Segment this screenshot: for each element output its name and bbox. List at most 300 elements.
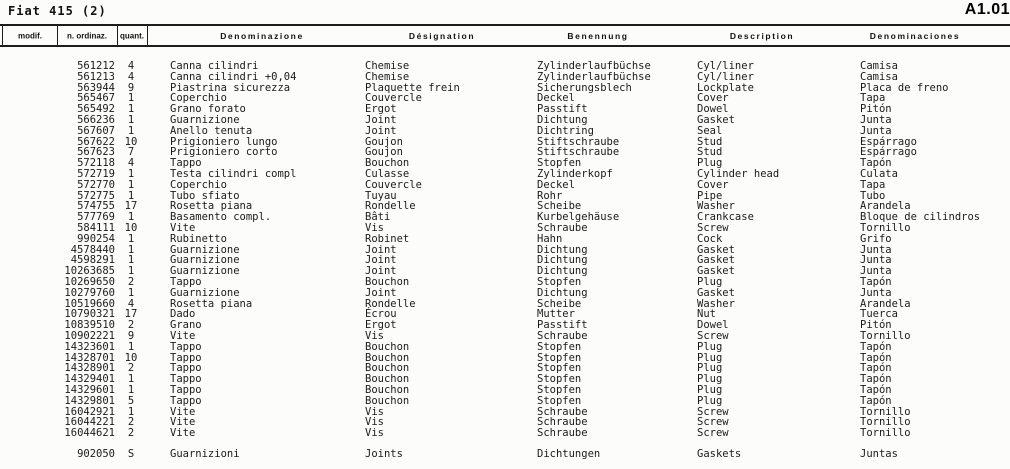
cell-designation-fr: Bouchon (365, 394, 410, 407)
cell-benennung-de: Schraube (537, 416, 588, 429)
column-header-ordinal: n. ordinaz. (67, 31, 107, 40)
cell-denominaciones-es: Tapón (860, 373, 892, 386)
cell-quantity: 1 (127, 405, 135, 418)
cell-designation-fr: Goujon (365, 146, 403, 159)
cell-quantity: 10 (124, 351, 138, 364)
cell-benennung-de: Dichtung (537, 113, 588, 126)
cell-denominaciones-es: Arandela (860, 297, 911, 310)
cell-quantity: 1 (127, 167, 135, 180)
table-row (0, 277, 1010, 288)
table-row (0, 245, 1010, 256)
cell-part-number: 561212 (77, 60, 115, 72)
document-title: Fiat 415 (2) (8, 4, 107, 18)
cell-benennung-de: Stopfen (537, 340, 582, 353)
cell-part-number: 14329601 (64, 383, 115, 396)
cell-benennung-de: Scheibe (537, 200, 582, 213)
cell-denominazione-it: Anello tenuta (170, 124, 253, 137)
cell-designation-fr: Vis (365, 405, 384, 418)
cell-designation-fr: Joint (365, 113, 397, 126)
table-row (0, 126, 1010, 137)
table-row (0, 417, 1010, 428)
cell-description-en: Stud (697, 146, 723, 159)
cell-part-number: 574755 (77, 200, 115, 213)
cell-designation-fr: Chemise (365, 70, 410, 83)
table-row (0, 342, 1010, 353)
cell-part-number: 572118 (77, 157, 115, 170)
cell-denominazione-it: Basamento compl. (170, 211, 272, 224)
cell-denominazione-it: Vite (170, 416, 196, 429)
column-header-description: Description (729, 30, 795, 41)
cell-description-en: Pipe (697, 189, 723, 202)
cell-benennung-de: Sicherungsblech (537, 81, 632, 94)
cell-quantity: 9 (127, 329, 135, 342)
table-row (0, 288, 1010, 299)
cell-denominazione-it: Coperchio (170, 178, 227, 191)
cell-quantity: S (127, 447, 135, 460)
table-row (0, 158, 1010, 169)
cell-denominazione-it: Vite (170, 329, 196, 342)
column-header-quantity: quant. (120, 31, 144, 40)
cell-denominazione-it: Rosetta piana (170, 297, 253, 310)
cell-denominazione-it: Guarnizione (170, 265, 240, 278)
cell-part-number: 10790321 (64, 308, 115, 321)
cell-description-en: Dowel (697, 319, 729, 332)
header-divider (57, 26, 58, 45)
cell-benennung-de: Zylinderlaufbüchse (537, 70, 651, 83)
cell-benennung-de: Mutter (537, 308, 575, 321)
cell-quantity: 4 (127, 60, 135, 72)
cell-quantity: 1 (127, 243, 135, 256)
cell-benennung-de: Rohr (537, 189, 563, 202)
cell-designation-fr: Vis (365, 221, 384, 234)
cell-denominaciones-es: Juntas (860, 447, 898, 460)
cell-part-number: 567622 (77, 135, 115, 148)
cell-part-number: 14323601 (64, 340, 115, 353)
cell-benennung-de: Dichtring (537, 124, 594, 137)
cell-denominazione-it: Tappo (170, 275, 202, 288)
cell-benennung-de: Stopfen (537, 351, 582, 364)
cell-description-en: Plug (697, 383, 723, 396)
table-row (0, 191, 1010, 202)
table-row (0, 104, 1010, 115)
table-row (0, 363, 1010, 374)
cell-quantity: 1 (127, 103, 135, 116)
cell-part-number: 10839510 (64, 319, 115, 332)
cell-part-number: 584111 (77, 221, 115, 234)
cell-denominazione-it: Guarnizione (170, 254, 240, 267)
column-header-denominaciones: Denominaciones (869, 30, 961, 41)
cell-denominazione-it: Canna cilindri (170, 60, 259, 72)
cell-description-en: Plug (697, 157, 723, 170)
cell-quantity: 4 (127, 157, 135, 170)
cell-denominaciones-es: Tapa (860, 178, 886, 191)
cell-description-en: Screw (697, 221, 729, 234)
cell-part-number: 10902221 (64, 329, 115, 342)
cell-denominazione-it: Tappo (170, 362, 202, 375)
cell-benennung-de: Passtift (537, 319, 588, 332)
table-row (0, 180, 1010, 191)
cell-description-en: Cyl/liner (697, 60, 754, 72)
cell-quantity: 10 (124, 135, 138, 148)
cell-designation-fr: Rondelle (365, 200, 416, 213)
cell-benennung-de: Schraube (537, 405, 588, 418)
cell-designation-fr: Joint (365, 124, 397, 137)
cell-denominazione-it: Canna cilindri +0,04 (170, 70, 297, 83)
cell-quantity: 1 (127, 189, 135, 202)
cell-description-en: Cover (697, 92, 729, 105)
cell-denominaciones-es: Pitón (860, 103, 892, 116)
table-row (0, 93, 1010, 104)
cell-designation-fr: Joint (365, 243, 397, 256)
cell-benennung-de: Stiftschraube (537, 146, 620, 159)
table-body (0, 61, 1010, 460)
cell-benennung-de: Zylinderkopf (537, 167, 613, 180)
cell-part-number: 4578440 (70, 243, 115, 256)
cell-description-en: Gasket (697, 286, 735, 299)
cell-designation-fr: Vis (365, 329, 384, 342)
cell-quantity: 17 (124, 308, 138, 321)
cell-denominaciones-es: Bloque de cilindros (860, 211, 981, 224)
cell-benennung-de: Stopfen (537, 383, 582, 396)
cell-denominaciones-es: Espárrago (860, 146, 917, 159)
cell-designation-fr: Ergot (365, 103, 397, 116)
cell-designation-fr: Bouchon (365, 157, 410, 170)
cell-benennung-de: Hahn (537, 232, 563, 245)
column-header-denominazione: Denominazione (220, 30, 304, 41)
cell-quantity: 1 (127, 178, 135, 191)
table-row (0, 396, 1010, 407)
cell-designation-fr: Ergot (365, 319, 397, 332)
cell-quantity: 1 (127, 340, 135, 353)
cell-designation-fr: Plaquette frein (365, 81, 460, 94)
cell-designation-fr: Bouchon (365, 383, 410, 396)
cell-denominazione-it: Tappo (170, 394, 202, 407)
cell-designation-fr: Écrou (365, 308, 397, 321)
cell-denominaciones-es: Tapón (860, 362, 892, 375)
cell-description-en: Plug (697, 340, 723, 353)
cell-denominaciones-es: Camisa (860, 70, 898, 83)
cell-quantity: 1 (127, 232, 135, 245)
cell-quantity: 2 (127, 362, 135, 375)
cell-designation-fr: Joint (365, 286, 397, 299)
cell-quantity: 10 (124, 221, 138, 234)
cell-benennung-de: Deckel (537, 178, 575, 191)
cell-description-en: Dowel (697, 103, 729, 116)
cell-benennung-de: Dichtung (537, 254, 588, 267)
table-row (0, 147, 1010, 158)
cell-description-en: Nut (697, 308, 716, 321)
cell-part-number: 572770 (77, 178, 115, 191)
cell-description-en: Plug (697, 275, 723, 288)
cell-description-en: Screw (697, 416, 729, 429)
cell-denominaciones-es: Camisa (860, 60, 898, 72)
cell-designation-fr: Chemise (365, 60, 410, 72)
cell-denominaciones-es: Espárrago (860, 135, 917, 148)
cell-denominazione-it: Grano forato (170, 103, 246, 116)
cell-quantity: 4 (127, 297, 135, 310)
cell-benennung-de: Stopfen (537, 275, 582, 288)
cell-denominaciones-es: Tubo (860, 189, 886, 202)
cell-designation-fr: Joint (365, 254, 397, 267)
cell-denominaciones-es: Tornillo (860, 416, 911, 429)
table-row (0, 169, 1010, 180)
cell-benennung-de: Kurbelgehäuse (537, 211, 620, 224)
table-row (0, 331, 1010, 342)
cell-description-en: Screw (697, 329, 729, 342)
table-row (0, 255, 1010, 266)
cell-denominaciones-es: Culata (860, 167, 898, 180)
cell-designation-fr: Couvercle (365, 178, 422, 191)
cell-denominaciones-es: Junta (860, 243, 892, 256)
cell-designation-fr: Bouchon (365, 373, 410, 386)
cell-part-number: 10519660 (64, 297, 115, 310)
cell-denominazione-it: Vite (170, 405, 196, 418)
cell-denominaciones-es: Pitón (860, 319, 892, 332)
cell-designation-fr: Goujon (365, 135, 403, 148)
cell-denominazione-it: Tappo (170, 383, 202, 396)
cell-quantity: 5 (127, 394, 135, 407)
cell-quantity: 1 (127, 254, 135, 267)
table-row (0, 385, 1010, 396)
cell-description-en: Plug (697, 394, 723, 407)
cell-denominazione-it: Tappo (170, 157, 202, 170)
cell-designation-fr: Robinet (365, 232, 410, 245)
cell-denominaciones-es: Tapón (860, 157, 892, 170)
cell-part-number: 566236 (77, 113, 115, 126)
table-row (0, 407, 1010, 418)
cell-benennung-de: Deckel (537, 92, 575, 105)
cell-denominaciones-es: Tapón (860, 394, 892, 407)
cell-quantity: 2 (127, 416, 135, 429)
cell-part-number: 4598291 (70, 254, 115, 267)
page-code: A1.01 (964, 1, 1010, 18)
cell-denominaciones-es: Placa de freno (860, 81, 949, 94)
cell-denominaciones-es: Junta (860, 254, 892, 267)
cell-denominazione-it: Dado (170, 308, 196, 321)
cell-benennung-de: Zylinderlaufbüchse (537, 60, 651, 72)
table-row (0, 223, 1010, 234)
cell-denominazione-it: Prigioniero corto (170, 146, 278, 159)
column-header-benennung: Benennung (567, 30, 629, 41)
cell-denominaciones-es: Tornillo (860, 427, 911, 440)
cell-part-number: 990254 (77, 232, 115, 245)
table-row (0, 61, 1010, 72)
cell-description-en: Plug (697, 373, 723, 386)
cell-denominazione-it: Rubinetto (170, 232, 227, 245)
cell-designation-fr: Bouchon (365, 340, 410, 353)
cell-benennung-de: Stopfen (537, 373, 582, 386)
cell-denominazione-it: Guarnizione (170, 243, 240, 256)
table-row (0, 299, 1010, 310)
cell-denominazione-it: Guarnizioni (170, 447, 240, 460)
cell-denominazione-it: Tappo (170, 373, 202, 386)
cell-description-en: Lockplate (697, 81, 754, 94)
cell-denominazione-it: Piastrina sicurezza (170, 81, 291, 94)
cell-denominazione-it: Rosetta piana (170, 200, 253, 213)
table-row (0, 353, 1010, 364)
cell-quantity: 7 (127, 146, 135, 159)
cell-description-en: Plug (697, 362, 723, 375)
table-row (0, 374, 1010, 385)
cell-quantity: 1 (127, 265, 135, 278)
cell-designation-fr: Bâti (365, 211, 391, 224)
cell-part-number: 577769 (77, 211, 115, 224)
cell-designation-fr: Rondelle (365, 297, 416, 310)
cell-denominazione-it: Grano (170, 319, 202, 332)
cell-denominazione-it: Testa cilindri compl (170, 167, 297, 180)
cell-benennung-de: Schraube (537, 427, 588, 440)
cell-part-number: 565492 (77, 103, 115, 116)
cell-quantity: 1 (127, 113, 135, 126)
cell-description-en: Plug (697, 351, 723, 364)
cell-denominazione-it: Vite (170, 427, 196, 440)
header-divider (2, 26, 3, 45)
cell-denominaciones-es: Tapón (860, 275, 892, 288)
cell-denominazione-it: Vite (170, 221, 196, 234)
cell-benennung-de: Stopfen (537, 394, 582, 407)
cell-denominaciones-es: Tapa (860, 92, 886, 105)
cell-description-en: Stud (697, 135, 723, 148)
cell-quantity: 1 (127, 383, 135, 396)
cell-denominaciones-es: Junta (860, 124, 892, 137)
cell-denominazione-it: Coperchio (170, 92, 227, 105)
table-header (0, 24, 1010, 47)
cell-description-en: Crankcase (697, 211, 754, 224)
table-footer-row (0, 449, 1010, 460)
cell-quantity: 9 (127, 81, 135, 94)
cell-denominaciones-es: Tuerca (860, 308, 898, 321)
cell-part-number: 10263685 (64, 265, 115, 278)
cell-denominazione-it: Prigioniero lungo (170, 135, 278, 148)
table-row (0, 72, 1010, 83)
cell-designation-fr: Bouchon (365, 362, 410, 375)
cell-part-number: 902050 (77, 447, 115, 460)
table-row (0, 234, 1010, 245)
cell-description-en: Seal (697, 124, 723, 137)
cell-description-en: Gasket (697, 254, 735, 267)
cell-quantity: 1 (127, 211, 135, 224)
cell-part-number: 10269650 (64, 275, 115, 288)
table-row (0, 309, 1010, 320)
cell-denominaciones-es: Tornillo (860, 221, 911, 234)
cell-quantity: 1 (127, 373, 135, 386)
cell-benennung-de: Passtift (537, 103, 588, 116)
header-divider (147, 26, 148, 45)
cell-denominaciones-es: Arandela (860, 200, 911, 213)
cell-benennung-de: Scheibe (537, 297, 582, 310)
cell-part-number: 563944 (77, 81, 115, 94)
cell-denominaciones-es: Junta (860, 265, 892, 278)
cell-denominaciones-es: Tornillo (860, 329, 911, 342)
cell-description-en: Gasket (697, 113, 735, 126)
cell-description-en: Cyl/liner (697, 70, 754, 83)
cell-benennung-de: Schraube (537, 221, 588, 234)
cell-part-number: 567607 (77, 124, 115, 137)
cell-benennung-de: Schraube (537, 329, 588, 342)
cell-description-en: Gaskets (697, 447, 742, 460)
cell-designation-fr: Joints (365, 447, 403, 460)
table-row (0, 137, 1010, 148)
table-row (0, 266, 1010, 277)
cell-description-en: Gasket (697, 265, 735, 278)
cell-quantity: 2 (127, 319, 135, 332)
cell-designation-fr: Bouchon (365, 275, 410, 288)
cell-part-number: 14329801 (64, 394, 115, 407)
cell-benennung-de: Dichtung (537, 243, 588, 256)
cell-part-number: 572719 (77, 167, 115, 180)
cell-designation-fr: Bouchon (365, 351, 410, 364)
table-row (0, 212, 1010, 223)
column-header-modif: modif. (18, 31, 42, 40)
cell-denominaciones-es: Tapón (860, 383, 892, 396)
cell-part-number: 14329401 (64, 373, 115, 386)
cell-denominaciones-es: Junta (860, 113, 892, 126)
cell-part-number: 561213 (77, 70, 115, 83)
cell-part-number: 16042921 (64, 405, 115, 418)
cell-part-number: 14328901 (64, 362, 115, 375)
cell-benennung-de: Stopfen (537, 362, 582, 375)
cell-quantity: 1 (127, 92, 135, 105)
cell-quantity: 1 (127, 286, 135, 299)
cell-designation-fr: Couvercle (365, 92, 422, 105)
cell-denominazione-it: Guarnizione (170, 286, 240, 299)
cell-part-number: 10279760 (64, 286, 115, 299)
cell-benennung-de: Stiftschraube (537, 135, 620, 148)
cell-benennung-de: Stopfen (537, 157, 582, 170)
cell-designation-fr: Culasse (365, 167, 410, 180)
cell-denominazione-it: Tubo sfiato (170, 189, 240, 202)
cell-description-en: Cock (697, 232, 723, 245)
cell-designation-fr: Joint (365, 265, 397, 278)
table-row (0, 115, 1010, 126)
cell-part-number: 565467 (77, 92, 115, 105)
cell-quantity: 2 (127, 275, 135, 288)
cell-denominazione-it: Tappo (170, 340, 202, 353)
cell-denominaciones-es: Grifo (860, 232, 892, 245)
cell-benennung-de: Dichtung (537, 286, 588, 299)
cell-part-number: 16044221 (64, 416, 115, 429)
cell-part-number: 16044621 (64, 427, 115, 440)
cell-designation-fr: Vis (365, 416, 384, 429)
table-row (0, 320, 1010, 331)
cell-description-en: Gasket (697, 243, 735, 256)
cell-quantity: 2 (127, 427, 135, 440)
cell-quantity: 4 (127, 70, 135, 83)
cell-description-en: Screw (697, 405, 729, 418)
table-row (0, 83, 1010, 94)
cell-quantity: 1 (127, 124, 135, 137)
cell-description-en: Screw (697, 427, 729, 440)
cell-designation-fr: Vis (365, 427, 384, 440)
cell-designation-fr: Tuyau (365, 189, 397, 202)
column-header-designation: Désignation (408, 30, 476, 41)
cell-benennung-de: Dichtung (537, 265, 588, 278)
cell-description-en: Cover (697, 178, 729, 191)
table-row (0, 201, 1010, 212)
cell-denominaciones-es: Tornillo (860, 405, 911, 418)
table-row (0, 428, 1010, 439)
cell-denominazione-it: Guarnizione (170, 113, 240, 126)
cell-benennung-de: Dichtungen (537, 447, 601, 460)
cell-denominaciones-es: Junta (860, 286, 892, 299)
header-divider (117, 26, 118, 45)
cell-part-number: 572775 (77, 189, 115, 202)
cell-denominazione-it: Tappo (170, 351, 202, 364)
cell-denominaciones-es: Tapón (860, 340, 892, 353)
cell-part-number: 567623 (77, 146, 115, 159)
cell-description-en: Washer (697, 200, 735, 213)
cell-quantity: 17 (124, 200, 138, 213)
